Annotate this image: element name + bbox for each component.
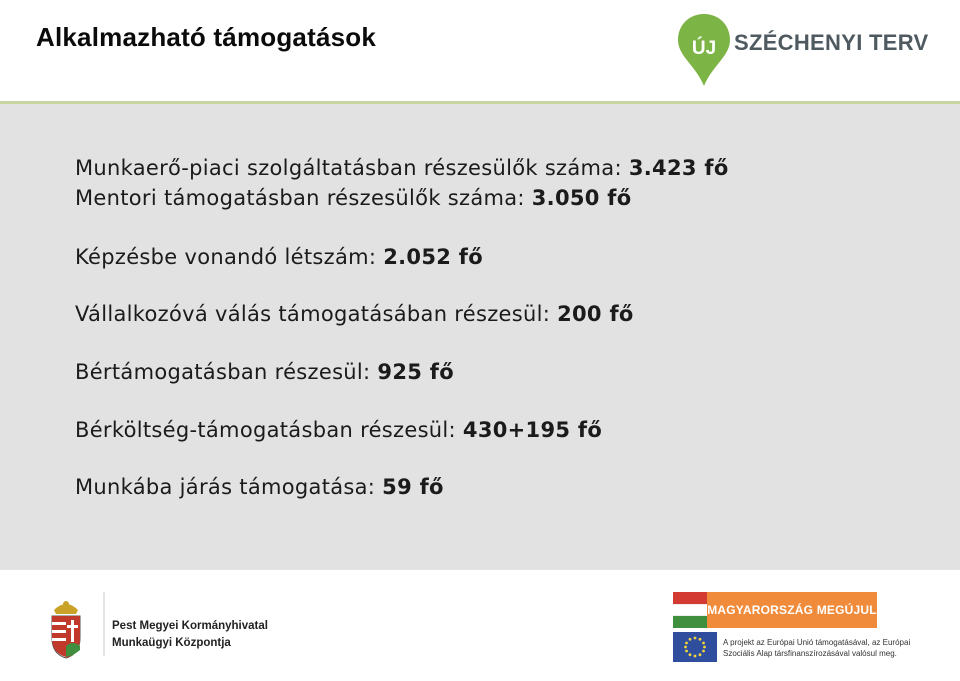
flag-stripe-white: [673, 604, 707, 616]
logo-brand-text: SZÉCHENYI TERV: [734, 30, 929, 55]
list-item-value: 430+195 fő: [462, 418, 603, 442]
list-item: Mentori támogatásban részesülők száma: 3.050 fő: [75, 186, 632, 210]
magyarorszag-megujul-logo: [673, 592, 877, 628]
page-title: Alkalmazható támogatások: [36, 22, 377, 52]
list-item: Vállalkozóvá válás támogatásában részesül: 200 fő: [75, 302, 634, 326]
footer-divider: [103, 592, 105, 656]
szechenyi-terv-logo: [676, 12, 929, 88]
list-item-value: 925 fő: [377, 360, 454, 384]
list-item-value: 3.050 fő: [531, 186, 632, 210]
mm-text: MAGYARORSZÁG MEGÚJUL: [707, 592, 877, 628]
list-item: Bértámogatásban részesül: 925 fő: [75, 360, 454, 384]
content-panel: [0, 104, 960, 570]
header: [0, 0, 960, 103]
list-item-value: 3.423 fő: [628, 156, 729, 180]
list-item-value: 200 fő: [557, 302, 634, 326]
organization-name: Pest Megyei Kormányhivatal Munkaügyi Központja: [112, 620, 268, 649]
list-item: Munkába járás támogatása: 59 fő: [75, 475, 444, 499]
list-item-value: 2.052 fő: [383, 245, 483, 269]
list-item: Bérköltség-támogatásban részesül: 430+195 fő: [75, 418, 603, 442]
hungarian-coat-of-arms-icon: [46, 596, 86, 660]
logo-badge-text: ÚJ: [691, 38, 717, 59]
list-item: Képzésbe vonandó létszám: 2.052 fő: [75, 245, 483, 269]
eu-funding-text: A projekt az Európai Unió támogatásával, az Európai Szociális Alap társfinanszírozásával valósul meg.: [723, 638, 911, 658]
eu-flag-icon: [673, 632, 717, 662]
footer: [0, 570, 960, 681]
flag-stripe-green: [673, 616, 707, 628]
list-item-value: 59 fő: [382, 475, 444, 499]
list-item: Munkaerő-piaci szolgáltatásban részesülők száma: 3.423 fő: [75, 156, 729, 180]
flag-stripe-red: [673, 592, 707, 604]
